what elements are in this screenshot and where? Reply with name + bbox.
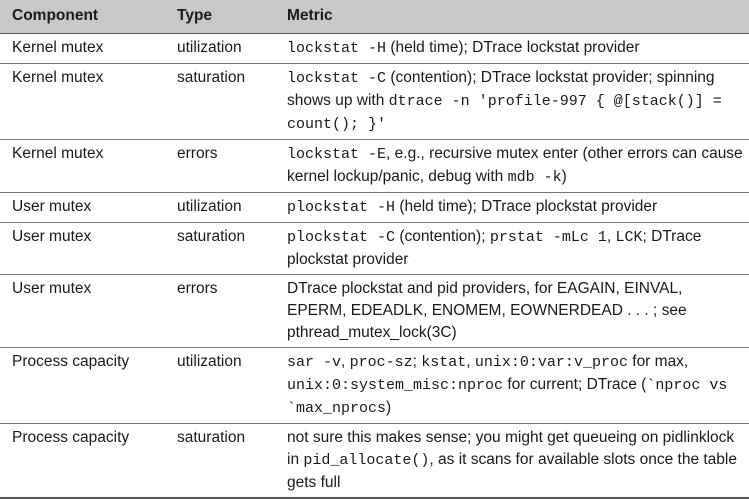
metric-code: lockstat -H xyxy=(287,40,387,57)
cell-component: User mutex xyxy=(0,193,165,223)
table-row xyxy=(0,140,749,193)
cell-metric xyxy=(275,193,749,223)
metric-code: unix:0:system_misc:nproc xyxy=(287,377,504,394)
metric-text: not sure this makes sense; you might get queueing on pidlinklock in xyxy=(287,429,735,468)
metric-text: (contention); xyxy=(395,228,490,245)
table-row xyxy=(0,193,749,223)
cell-metric xyxy=(275,348,749,424)
cell-component: User mutex xyxy=(0,223,165,275)
metric-code: sar -v xyxy=(287,354,342,371)
metric-text: ) xyxy=(561,168,567,185)
metric-text: ; xyxy=(412,353,422,370)
table-row xyxy=(0,424,749,499)
metric-text: , as it scans for available slots once the table gets full xyxy=(287,451,737,491)
metric-code: kstat xyxy=(421,354,467,371)
cell-component: Process capacity xyxy=(0,424,165,499)
table-header xyxy=(0,0,749,34)
metric-text: for current; DTrace ( xyxy=(503,376,647,393)
cell-component: User mutex xyxy=(0,275,165,348)
metric-text: , xyxy=(341,353,350,370)
metric-text: (held time); DTrace plockstat provider xyxy=(395,198,658,215)
metric-code: `nproc vs `max_nprocs xyxy=(287,377,728,417)
table-row xyxy=(0,64,749,140)
metric-code: unix:0:var:v_proc xyxy=(474,354,628,371)
cell-type: utilization xyxy=(165,34,275,64)
metric-text: (contention); DTrace lockstat provider; spinning shows up with xyxy=(287,69,715,109)
metric-code: lockstat -C xyxy=(287,70,387,87)
cell-metric xyxy=(275,424,749,499)
metric-code: plockstat -H xyxy=(287,199,396,216)
metric-code: prstat -mLc 1 xyxy=(489,229,607,246)
metric-code: mdb -k xyxy=(507,169,562,186)
metric-text: (held time); DTrace lockstat provider xyxy=(386,39,640,56)
header-metric: Metric xyxy=(275,0,749,34)
cell-component: Kernel mutex xyxy=(0,34,165,64)
cell-component: Process capacity xyxy=(0,348,165,424)
metric-text: ; DTrace plockstat provider xyxy=(287,228,702,268)
cell-component: Kernel mutex xyxy=(0,64,165,140)
cell-type: utilization xyxy=(165,193,275,223)
cell-metric xyxy=(275,140,749,193)
metric-text: , e.g., recursive mutex enter (other errors can cause kernel lockup/panic, debug with xyxy=(287,145,743,185)
metric-text: , xyxy=(466,353,475,370)
metric-code: lockstat -E xyxy=(287,146,387,163)
table-row xyxy=(0,348,749,424)
metric-text: for max, xyxy=(627,353,689,370)
cell-metric xyxy=(275,64,749,140)
cell-metric xyxy=(275,275,749,348)
header-row xyxy=(0,0,749,34)
cell-type: utilization xyxy=(165,348,275,424)
cell-type: saturation xyxy=(165,64,275,140)
cell-component: Kernel mutex xyxy=(0,140,165,193)
table-row xyxy=(0,223,749,275)
metric-code: dtrace -n 'profile-997 { @[stack()] = count(); }' xyxy=(287,93,722,133)
header-type: Type xyxy=(165,0,275,34)
metric-text: DTrace plockstat and pid providers, for EAGAIN, EINVAL, EPERM, EDEADLK, ENOMEM, EOWNERDEAD . . . ; see pthread_mutex_lock(3C) xyxy=(287,280,687,341)
metric-text: ) xyxy=(386,399,392,416)
cell-metric xyxy=(275,223,749,275)
metric-code: plockstat -C xyxy=(287,229,396,246)
table-body xyxy=(0,34,749,499)
cell-type: saturation xyxy=(165,424,275,499)
table-row xyxy=(0,34,749,64)
header-component: Component xyxy=(0,0,165,34)
metric-code: pid_allocate() xyxy=(303,452,430,469)
metric-text: , xyxy=(606,228,616,245)
metric-code: LCK xyxy=(615,229,643,246)
cell-type: saturation xyxy=(165,223,275,275)
table-row xyxy=(0,275,749,348)
metric-code: proc-sz xyxy=(349,354,413,371)
cell-type: errors xyxy=(165,140,275,193)
cell-type: errors xyxy=(165,275,275,348)
cell-metric xyxy=(275,34,749,64)
